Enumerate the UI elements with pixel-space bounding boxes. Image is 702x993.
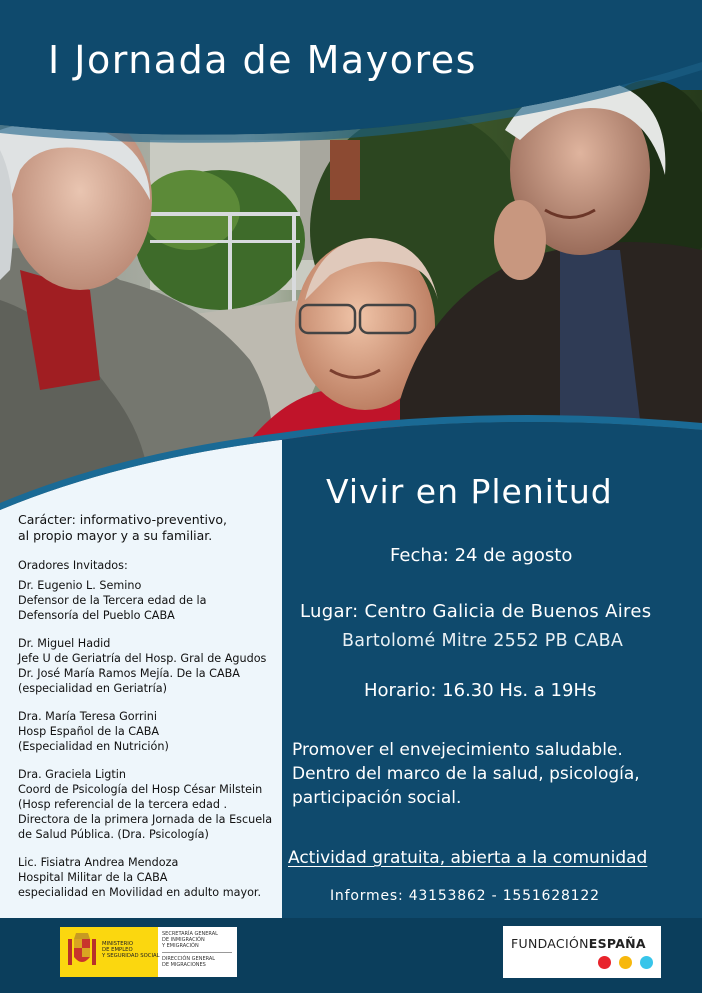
free-activity-text: Actividad gratuita, abierta a la comunidad xyxy=(288,848,648,868)
cyan-dot-icon xyxy=(640,956,653,969)
fundacion-espana-wordmark: FUNDACIÓNESPAÑA xyxy=(511,936,646,951)
divider xyxy=(162,952,232,953)
fundacion-espana-logo xyxy=(503,926,661,978)
speaker-mendoza: Lic. Fisiatra Andrea Mendoza Hospital Militar de la CABA especialidad en Movilidad en adulto mayor. xyxy=(18,856,262,899)
red-dot-icon xyxy=(598,956,611,969)
event-location: Lugar: Centro Galicia de Buenos Aires xyxy=(300,601,652,622)
event-schedule: Horario: 16.30 Hs. a 19Hs xyxy=(364,680,597,701)
coat-of-arms-icon xyxy=(66,933,98,971)
speaker-ligtin: Dra. Graciela Ligtin Coord de Psicología del Hosp César Milstein (Hosp referencial de la tercera edad . Directora de la primera Jornada de la Escuela de Salud Pública. (Dra. Psicología) xyxy=(18,768,273,841)
left-info-panel xyxy=(18,512,280,913)
event-subtitle: Vivir en Plenitud xyxy=(326,472,613,511)
speaker-gorrini: Dra. María Teresa Gorrini Hosp Español de la CABA (Especialidad en Nutrición) xyxy=(18,710,169,753)
oradores-label: Oradores Invitados: xyxy=(18,559,128,572)
event-date: Fecha: 24 de agosto xyxy=(390,545,573,566)
secretaria-text: SECRETARÍA GENERAL DE INMIGRACIÓN Y EMIGRACIÓN DIRECCIÓN GENERAL DE MIGRACIONES xyxy=(162,931,232,968)
contact-info: Informes: 43153862 - 1551628122 xyxy=(330,888,600,904)
page-title: I Jornada de Mayores xyxy=(48,38,477,82)
caracter-text: Carácter: informativo-preventivo, al propio mayor y a su familiar. xyxy=(18,512,228,543)
yellow-dot-icon xyxy=(619,956,632,969)
event-description: Promover el envejecimiento saludable. Dentro del marco de la salud, psicología, participación social. xyxy=(292,740,640,808)
speaker-semino: Dr. Eugenio L. Semino Defensor de la Tercera edad de la Defensoría del Pueblo CABA xyxy=(18,579,207,622)
ministerio-text: MINISTERIO DE EMPLEO Y SEGURIDAD SOCIAL xyxy=(102,941,160,959)
event-address: Bartolomé Mitre 2552 PB CABA xyxy=(342,631,624,651)
speaker-hadid: Dr. Miguel Hadid Jefe U de Geriatría del Hosp. Gral de Agudos Dr. José María Ramos Mejía. De la CABA (especialidad en Geriatría) xyxy=(18,637,267,695)
ministerio-logo xyxy=(60,927,237,977)
